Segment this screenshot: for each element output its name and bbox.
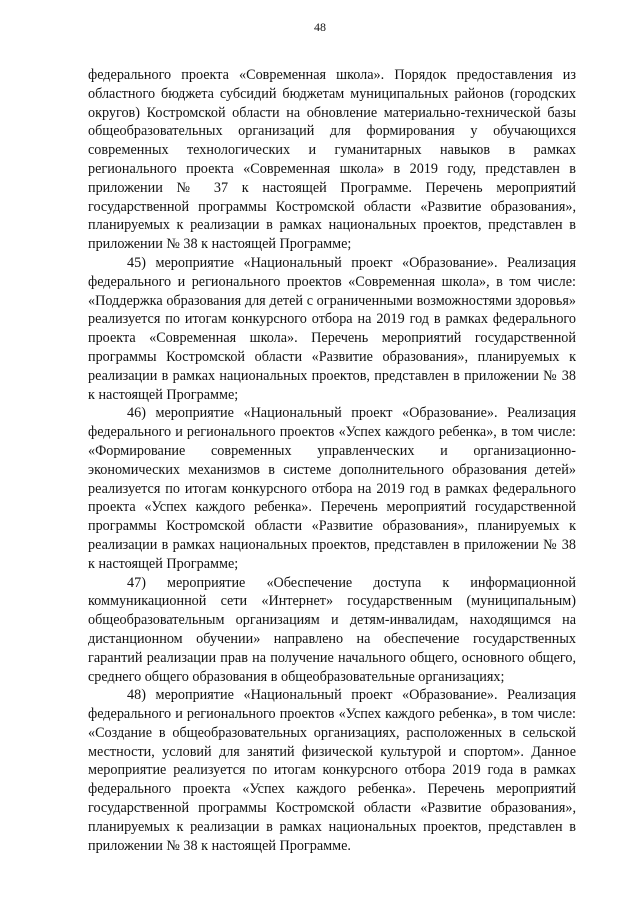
paragraph-item-45: 45) мероприятие «Национальный проект «Образование». Реализация федерального и регионального проектов «Современная школа», в том числе: «Поддержка образования для детей с ограниченными возможностями здоровья» реализуется по итогам конкурсного отбора на 2019 год в рамках федерального проекта «Современная школа». Перечень мероприятий государственной программы Костромской области «Развитие образования», планируемых к реализации в рамках национальных проектов, представлен в приложении № 38 к настоящей Программе; <box>88 254 576 403</box>
paragraph-item-46: 46) мероприятие «Национальный проект «Образование». Реализация федерального и регионального проектов «Успех каждого ребенка», в том числе: «Формирование современных управленческих и организационно-экономических механизмов в системе дополнительного образования детей» реализуется по итогам конкурсного отбора на 2019 год в рамках федерального проекта «Успех каждого ребенка». Перечень мероприятий государственной программы Костромской области «Развитие образования», планируемых к реализации в рамках национальных проектов, представлен в приложении № 38 к настоящей Программе; <box>88 405 576 572</box>
paragraph-continuation: федерального проекта «Современная школа». Порядок предоставления из областного бюджета субсидий бюджетам муниципальных районов (городских округов) Костромской области на обновление материально-технической базы общеобразовательных организаций для формирования у обучающихся современных технологических и гуманитарных навыков в рамках регионального проекта «Современная школа» в 2019 году, представлен в приложении № 37 к настоящей Программе. Перечень мероприятий государственной программы Костромской области «Развитие образования», планируемых к реализации в рамках национальных проектов, представлен в приложении № 38 к настоящей Программе; <box>88 67 576 253</box>
document-body <box>88 66 576 855</box>
paragraph-item-48: 48) мероприятие «Национальный проект «Образование». Реализация федерального и регионального проектов «Успех каждого ребенка», в том числе: «Создание в общеобразовательных организациях, расположенных в сельской местности, условий для занятий физической культурой и спортом». Данное мероприятие реализуется по итогам конкурсного отбора 2019 года в рамках федерального проекта «Успех каждого ребенка». Перечень мероприятий государственной программы Костромской области «Развитие образования», планируемых к реализации в рамках национальных проектов, представлен в приложении № 38 к настоящей Программе. <box>88 687 576 854</box>
paragraph-item-47: 47) мероприятие «Обеспечение доступа к информационной коммуникационной сети «Интернет» государственным (муниципальным) общеобразовательным организациям и детям-инвалидам, находящимся на дистанционном обучении» направлено на обеспечение государственных гарантий реализации прав на получение начального общего, основного общего, среднего общего образования в общеобразовательные организациях; <box>88 574 576 685</box>
page-number: 48 <box>314 20 326 34</box>
